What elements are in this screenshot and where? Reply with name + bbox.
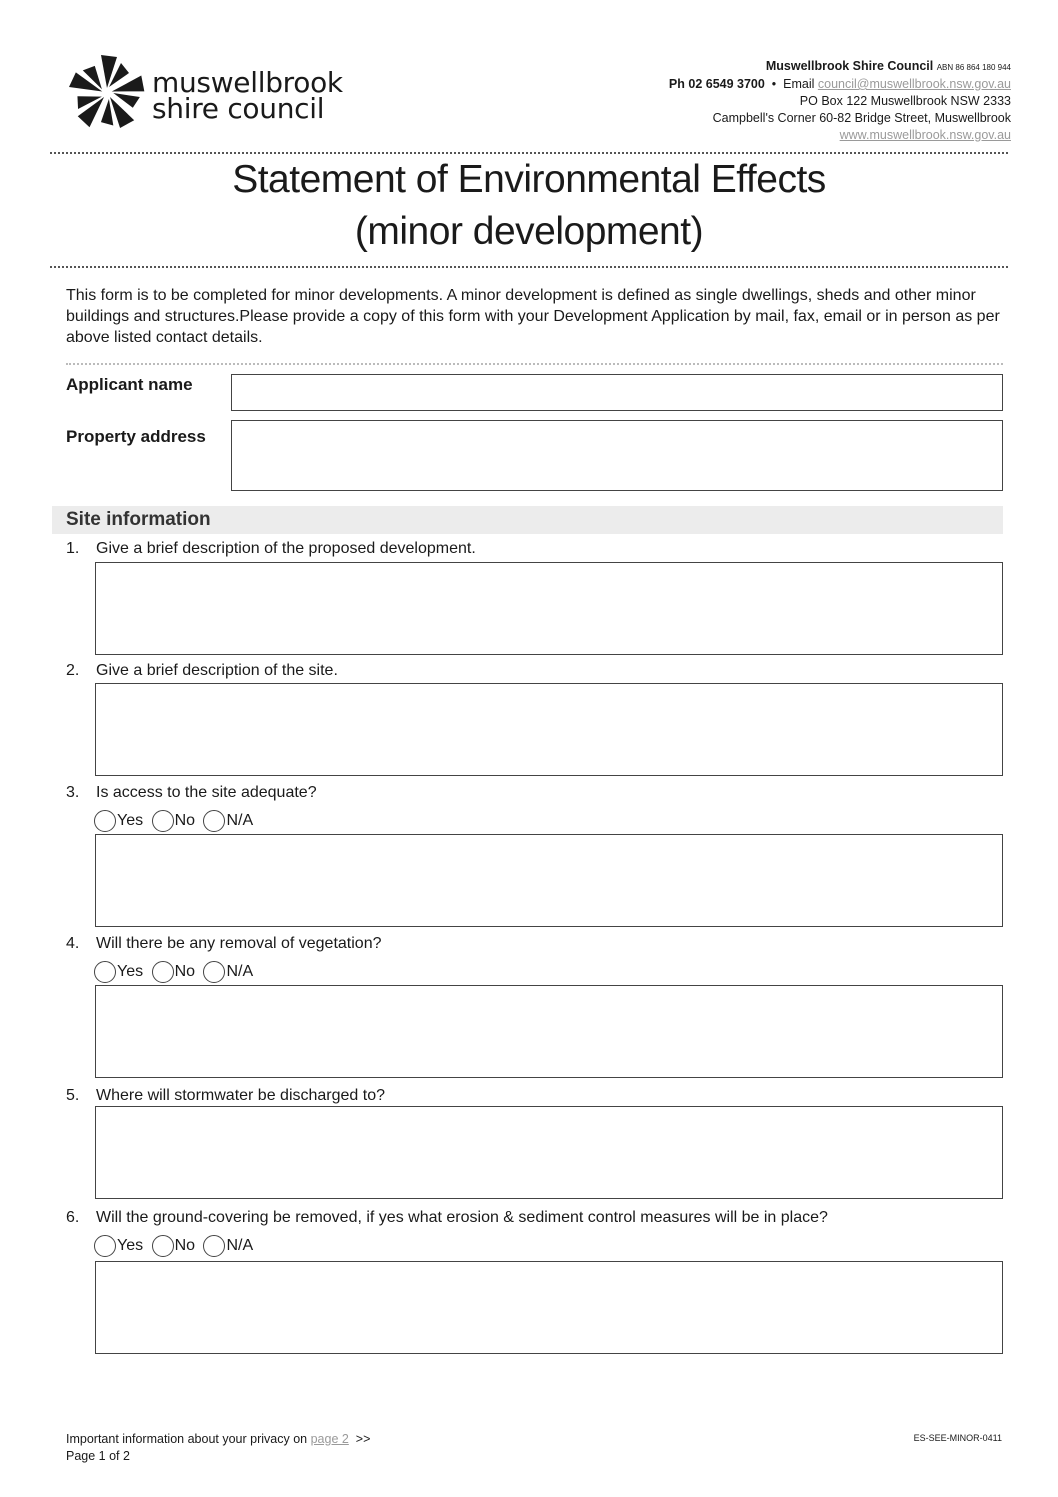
radio-label: N/A (226, 963, 254, 980)
property-address-input[interactable] (231, 420, 1003, 491)
radio-label: No (174, 1237, 196, 1254)
radio-label: N/A (226, 812, 254, 829)
logo-wordmark (152, 66, 343, 125)
radio-label: No (174, 812, 196, 829)
dotted-divider-top (50, 152, 1008, 154)
question-4-options (94, 961, 257, 988)
question-number: 6. (66, 1209, 80, 1226)
section-title: Site information (66, 509, 211, 530)
star-logo-icon (66, 52, 148, 134)
radio-label: N/A (226, 1237, 254, 1254)
radio-circle-icon[interactable] (94, 961, 116, 983)
answer-1-textarea[interactable] (95, 562, 1003, 655)
question-number: 3. (66, 784, 80, 801)
radio-label: Yes (117, 963, 144, 980)
privacy-text: Important information about your privacy on (66, 1432, 308, 1446)
q6-no-radio[interactable] (152, 1235, 195, 1257)
radio-circle-icon[interactable] (94, 1235, 116, 1257)
privacy-page-link[interactable]: page 2 (310, 1432, 349, 1446)
dotted-divider-title (50, 266, 1008, 268)
question-6 (66, 1209, 828, 1227)
question-6-options (94, 1235, 257, 1262)
radio-label: No (174, 963, 196, 980)
contact-block (669, 58, 1011, 144)
privacy-note (66, 1431, 370, 1448)
radio-label: Yes (117, 1237, 144, 1254)
answer-3-textarea[interactable] (95, 834, 1003, 927)
street-address: Campbell's Corner 60-82 Bridge Street, Muswellbrook (712, 111, 1011, 125)
property-address-label: Property address (66, 427, 206, 446)
dotted-divider-intro (66, 363, 1003, 365)
q3-na-radio[interactable] (203, 810, 253, 832)
q6-na-radio[interactable] (203, 1235, 253, 1257)
radio-circle-icon[interactable] (203, 961, 225, 983)
page-subtitle: (minor development) (354, 210, 704, 253)
question-4 (66, 935, 381, 953)
email-link[interactable]: council@muswellbrook.nsw.gov.au (817, 77, 1011, 91)
question-3 (66, 784, 317, 802)
answer-2-textarea[interactable] (95, 683, 1003, 776)
radio-circle-icon[interactable] (152, 961, 174, 983)
radio-circle-icon[interactable] (203, 1235, 225, 1257)
logo-line-1: muswellbrook (152, 66, 343, 99)
question-text: Will there be any removal of vegetation? (96, 935, 382, 952)
question-2 (66, 662, 338, 680)
logo-line-2: shire council (152, 92, 325, 125)
council-name: Muswellbrook Shire Council (765, 59, 934, 73)
page-title: Statement of Environmental Effects (232, 158, 826, 201)
applicant-name-input[interactable] (231, 374, 1003, 411)
radio-circle-icon[interactable] (203, 810, 225, 832)
separator: • (771, 77, 777, 91)
intro-text: This form is to be completed for minor developments. A minor development is defined as single dwellings, sheds and other minor buildings and structures.Please provide a copy of this form with your Development Application by mail, fax, email or in person as per above listed contact details. (66, 287, 1000, 346)
question-5 (66, 1087, 385, 1105)
q4-na-radio[interactable] (203, 961, 253, 983)
q3-yes-radio[interactable] (94, 810, 143, 832)
council-logo (66, 52, 356, 142)
question-3-options (94, 810, 257, 837)
q4-no-radio[interactable] (152, 961, 195, 983)
q6-yes-radio[interactable] (94, 1235, 143, 1257)
abn: ABN 86 864 180 944 (936, 63, 1011, 72)
question-text: Will the ground-covering be removed, if yes what erosion & sediment control measures will be in place? (96, 1209, 828, 1226)
answer-4-textarea[interactable] (95, 985, 1003, 1078)
arrows: >> (355, 1432, 371, 1446)
question-text: Is access to the site adequate? (96, 784, 317, 801)
q3-no-radio[interactable] (152, 810, 195, 832)
page-number: Page 1 of 2 (66, 1449, 130, 1463)
radio-circle-icon[interactable] (94, 810, 116, 832)
question-number: 1. (66, 540, 80, 557)
question-text: Give a brief description of the proposed development. (96, 540, 476, 557)
form-code: ES-SEE-MINOR-0411 (913, 1433, 1002, 1443)
question-number: 4. (66, 935, 80, 952)
contact-phone-email-line (669, 76, 1011, 93)
phone: Ph 02 6549 3700 (668, 77, 765, 91)
po-box: PO Box 122 Muswellbrook NSW 2333 (799, 94, 1011, 108)
email-label: Email (783, 77, 815, 91)
applicant-name-label: Applicant name (66, 375, 193, 394)
question-text: Where will stormwater be discharged to? (96, 1087, 386, 1104)
question-text: Give a brief description of the site. (96, 662, 338, 679)
site-information-heading (52, 506, 1003, 534)
question-1 (66, 540, 476, 558)
answer-6-textarea[interactable] (95, 1261, 1003, 1354)
question-number: 5. (66, 1087, 80, 1104)
website-link[interactable]: www.muswellbrook.nsw.gov.au (839, 128, 1011, 142)
question-number: 2. (66, 662, 80, 679)
q4-yes-radio[interactable] (94, 961, 143, 983)
answer-5-textarea[interactable] (95, 1106, 1003, 1199)
radio-circle-icon[interactable] (152, 1235, 174, 1257)
footer (66, 1431, 370, 1465)
radio-label: Yes (117, 812, 144, 829)
contact-org-line (669, 58, 1011, 76)
radio-circle-icon[interactable] (152, 810, 174, 832)
